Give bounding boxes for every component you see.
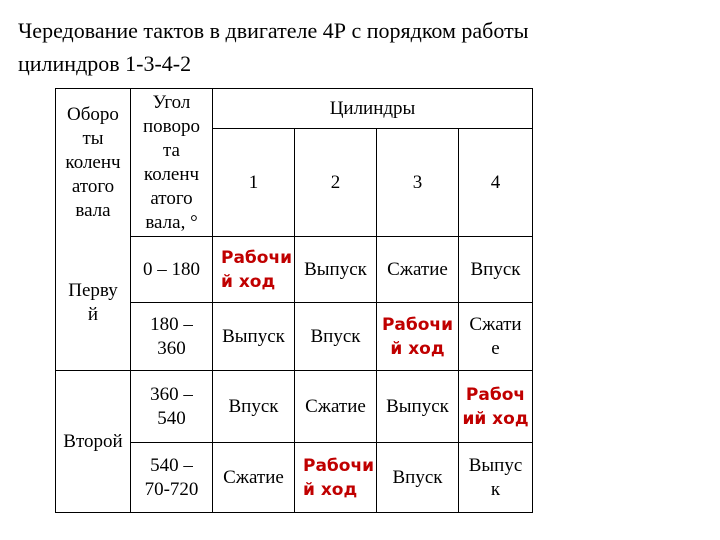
stroke-cell — [213, 303, 295, 371]
stroke-cell — [377, 443, 459, 513]
stroke-alternation-table — [55, 88, 533, 513]
table-row — [56, 237, 533, 303]
stroke-cell — [295, 443, 377, 513]
stroke-value: Выпус к — [468, 454, 523, 500]
stroke-cell — [459, 371, 533, 443]
stroke-cell — [295, 371, 377, 443]
angle-value: 360 – 540 — [150, 383, 193, 429]
stroke-value: Рабочи й ход — [221, 247, 293, 292]
revolution-first — [56, 237, 131, 371]
angle-value: 0 – 180 — [143, 258, 200, 280]
stroke-cell — [377, 371, 459, 443]
stroke-value: Выпуск — [304, 258, 367, 280]
cylinder-number: 2 — [330, 171, 341, 193]
stroke-value: Сжати е — [469, 313, 522, 359]
header-angle — [131, 89, 213, 237]
header-cylinder-2 — [295, 129, 377, 237]
stroke-value: Сжатие — [305, 395, 366, 417]
header-angle-label: Угол поворо та коленч атого вала, ° — [142, 91, 200, 233]
cylinder-number: 4 — [490, 171, 501, 193]
angle-cell — [131, 303, 213, 371]
stroke-cell — [295, 237, 377, 303]
table-row — [56, 371, 533, 443]
stroke-value: Впуск — [470, 258, 521, 280]
revolution-label: Перву й — [68, 280, 118, 326]
revolution-label: Второй — [63, 430, 123, 452]
stroke-cell — [377, 237, 459, 303]
angle-value: 540 – 70-720 — [144, 454, 199, 500]
stroke-value: Выпуск — [222, 325, 285, 347]
page-title: Чередование тактов в двигателе 4Р с порядком работы цилиндров 1-3-4-2 — [18, 18, 529, 76]
stroke-cell — [459, 443, 533, 513]
header-cylinder-3 — [377, 129, 459, 237]
cylinder-number: 1 — [248, 171, 259, 193]
angle-value: 180 – 360 — [150, 313, 193, 359]
header-revolutions — [56, 89, 131, 237]
header-cylinder-1 — [213, 129, 295, 237]
stroke-cell — [377, 303, 459, 371]
header-cylinders — [213, 89, 533, 129]
stroke-cell — [213, 237, 295, 303]
revolution-second — [56, 371, 131, 513]
angle-cell — [131, 371, 213, 443]
stroke-cell — [213, 371, 295, 443]
header-cylinders-label: Цилиндры — [329, 97, 416, 119]
stroke-value: Рабоч ий ход — [462, 384, 529, 429]
stroke-value: Рабочи й ход — [303, 455, 375, 500]
stroke-value: Впуск — [392, 466, 443, 488]
header-revolutions-label: Оборо ты коленч атого вала — [65, 103, 121, 221]
cylinder-number: 3 — [412, 171, 423, 193]
stroke-value: Выпуск — [386, 395, 449, 417]
stroke-cell — [459, 303, 533, 371]
stroke-value: Впуск — [228, 395, 279, 417]
stroke-value: Впуск — [310, 325, 361, 347]
angle-cell — [131, 237, 213, 303]
stroke-cell — [459, 237, 533, 303]
stroke-cell — [295, 303, 377, 371]
stroke-cell — [213, 443, 295, 513]
stroke-value: Рабочи й ход — [381, 314, 454, 359]
stroke-value: Сжатие — [223, 466, 284, 488]
stroke-value: Сжатие — [387, 258, 448, 280]
angle-cell — [131, 443, 213, 513]
header-cylinder-4 — [459, 129, 533, 237]
